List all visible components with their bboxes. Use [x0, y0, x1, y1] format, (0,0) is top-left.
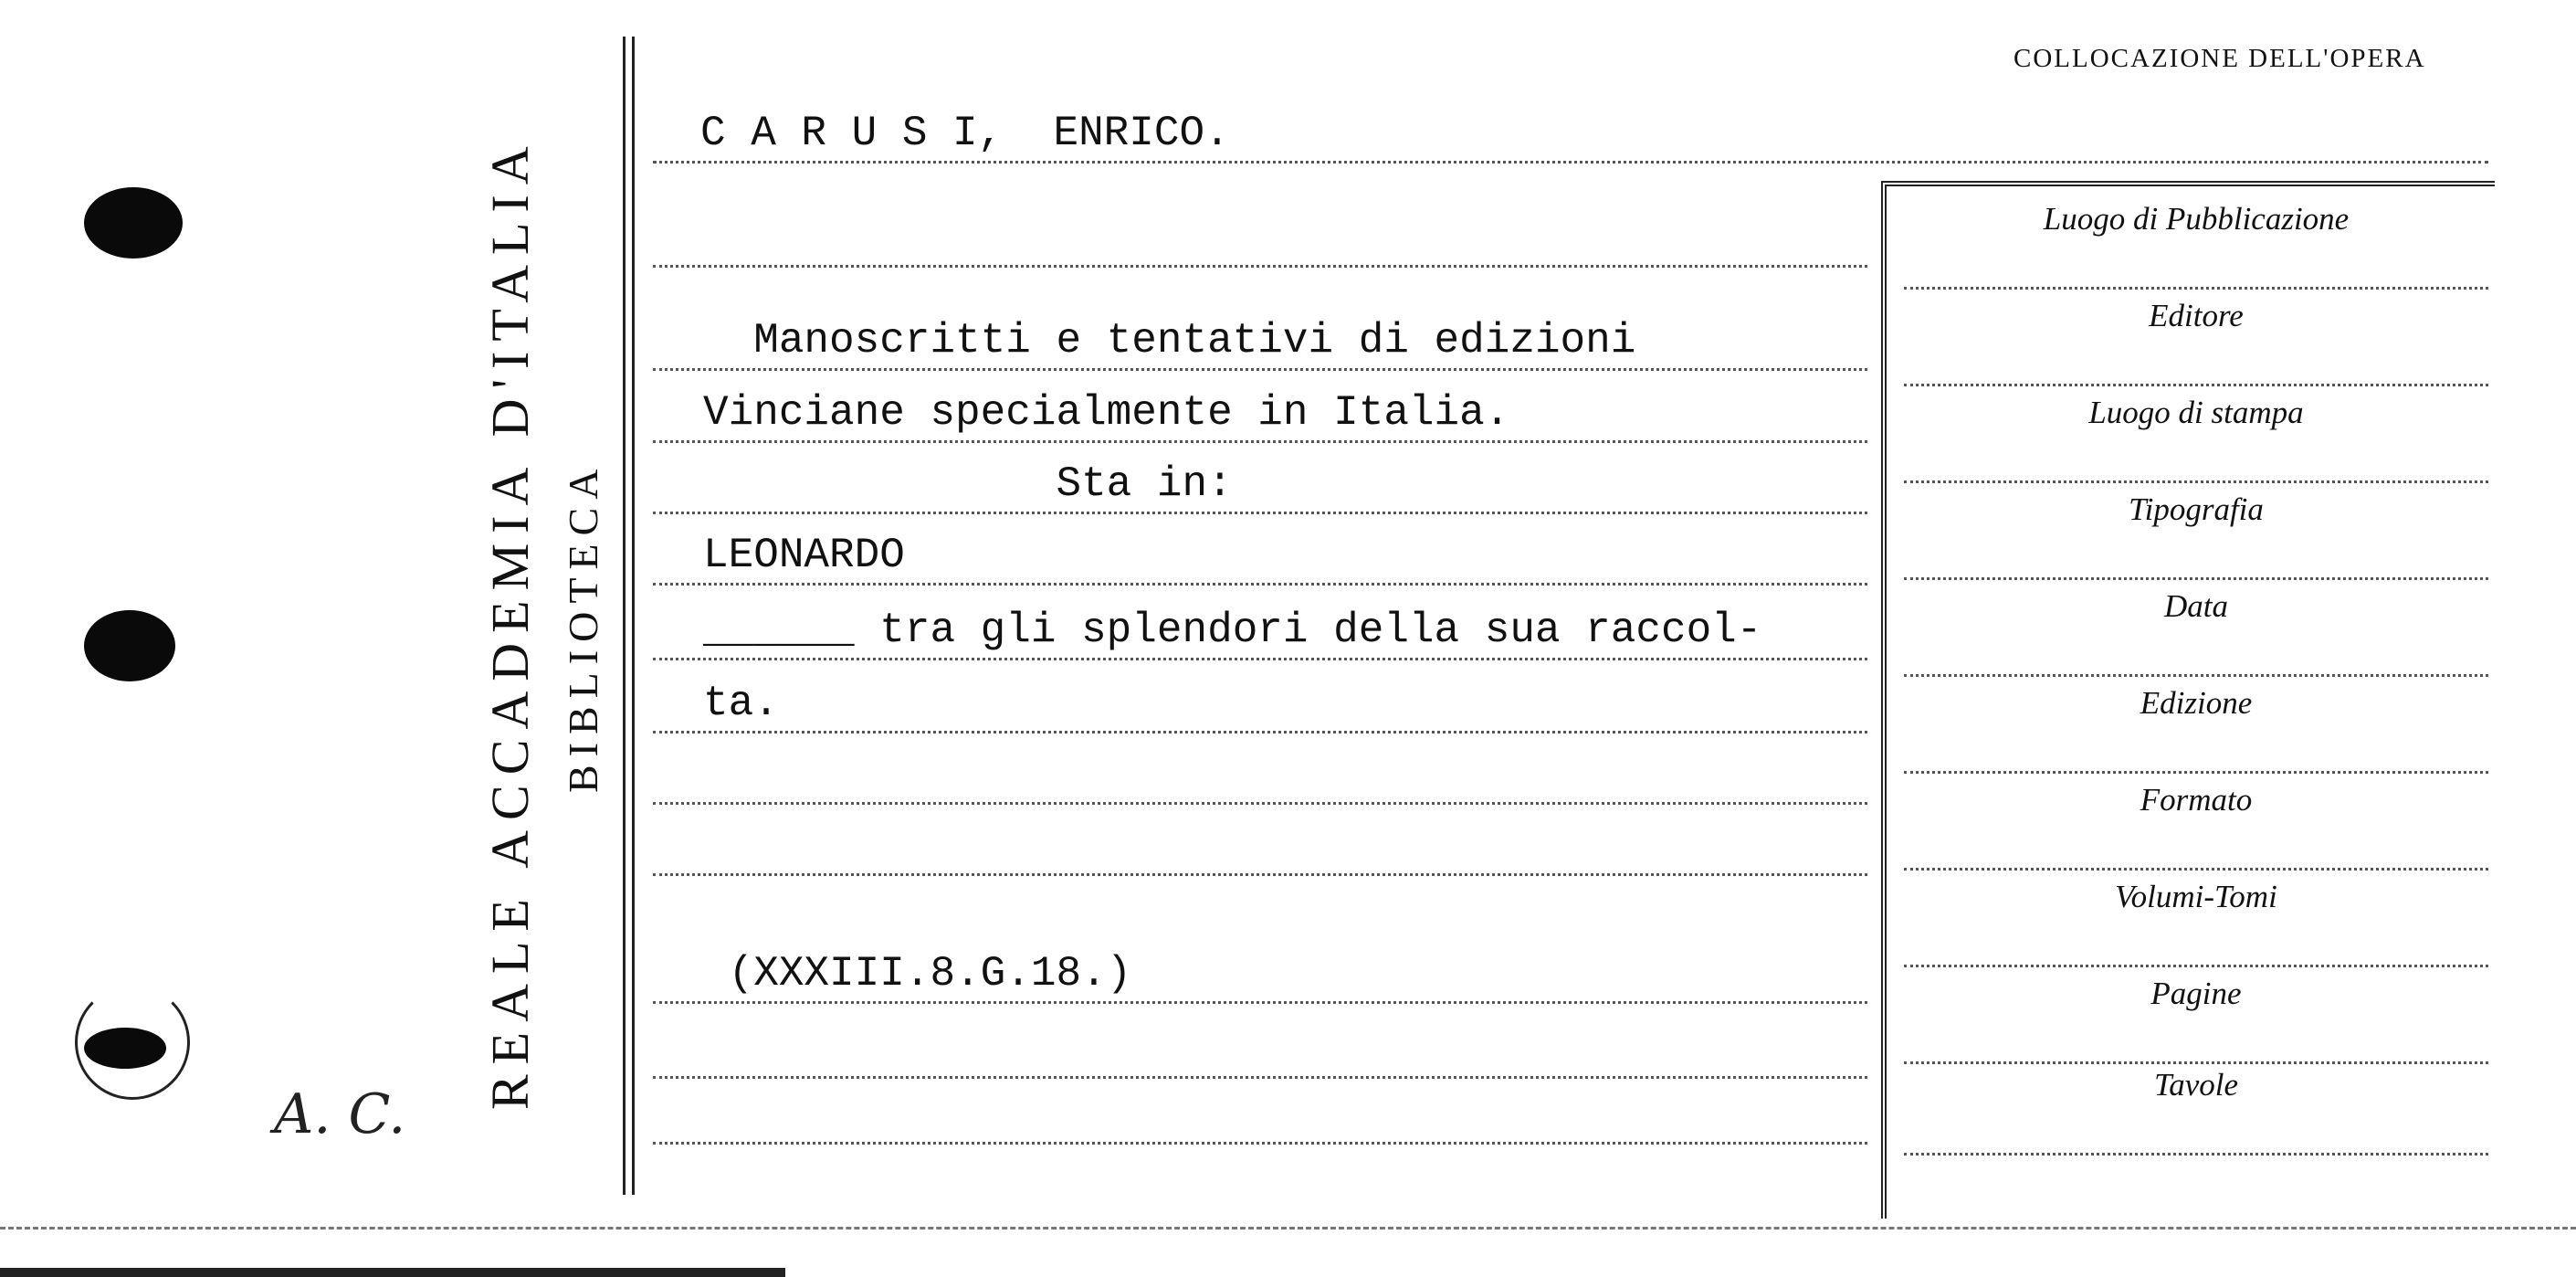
line-text: LEONARDO [703, 532, 905, 579]
line-text: (XXXIII.8.G.18.) [703, 950, 1132, 997]
bottom-rule [0, 1227, 2576, 1230]
card-line [653, 605, 1867, 660]
field-edizione [1904, 674, 2488, 774]
field-luogo-pubblicazione [1904, 190, 2488, 290]
field-label: Luogo di Pubblicazione [2043, 201, 2350, 237]
field-label: Tavole [2153, 1067, 2239, 1103]
card-line [653, 749, 1867, 805]
line-text: Sta in: [703, 460, 1233, 508]
field-label: Edizione [2140, 685, 2253, 721]
field-label: Tipografia [2129, 491, 2264, 527]
line-text: ta. [703, 680, 779, 727]
punch-hole-middle [84, 610, 175, 681]
card-line [653, 1023, 1867, 1079]
field-pagine [1904, 965, 2488, 1064]
field-label: Editore [2149, 298, 2244, 333]
line-text: C A R U S I, ENRICO. [700, 110, 1230, 157]
field-luogo-stampa [1904, 384, 2488, 483]
field-volumi-tomi [1904, 868, 2488, 967]
card-line [653, 820, 1867, 876]
card-line [653, 315, 1867, 371]
punch-hole-ring [75, 985, 190, 1100]
field-tipografia [1904, 480, 2488, 580]
line-text: ______ tra gli splendori della sua raccol- [703, 607, 1762, 654]
card-line [653, 387, 1867, 443]
line-text: Vinciane specialmente in Italia. [703, 389, 1510, 437]
card-line [653, 948, 1867, 1004]
punch-hole-top [84, 187, 183, 259]
field-data [1904, 577, 2488, 677]
card-line [653, 1089, 1867, 1145]
card-line [653, 459, 1867, 514]
card-line [653, 212, 1867, 268]
vertical-rule-left [623, 37, 626, 1195]
field-label: Luogo di stampa [2088, 395, 2304, 430]
vertical-rule-right [632, 37, 635, 1195]
line-text: Manoscritti e tentativi di edizioni [703, 317, 1636, 364]
card-line [653, 108, 2488, 164]
field-label: Data [2164, 588, 2228, 624]
academy-title: REALE ACCADEMIA D'ITALIA [480, 136, 540, 1110]
field-label: Formato [2140, 782, 2253, 818]
collocazione-heading: COLLOCAZIONE DELL'OPERA [2013, 44, 2426, 73]
field-label: Volumi-Tomi [2115, 879, 2277, 914]
field-editore [1904, 287, 2488, 386]
handwritten-initials: A. C. [274, 1082, 406, 1146]
library-title: BIBLIOTECA [560, 460, 606, 793]
field-formato [1904, 771, 2488, 871]
card-line [653, 678, 1867, 733]
field-tavole [1904, 1056, 2488, 1156]
card-edge [0, 1268, 785, 1277]
card-line [653, 530, 1867, 586]
field-label: Pagine [2150, 976, 2242, 1011]
